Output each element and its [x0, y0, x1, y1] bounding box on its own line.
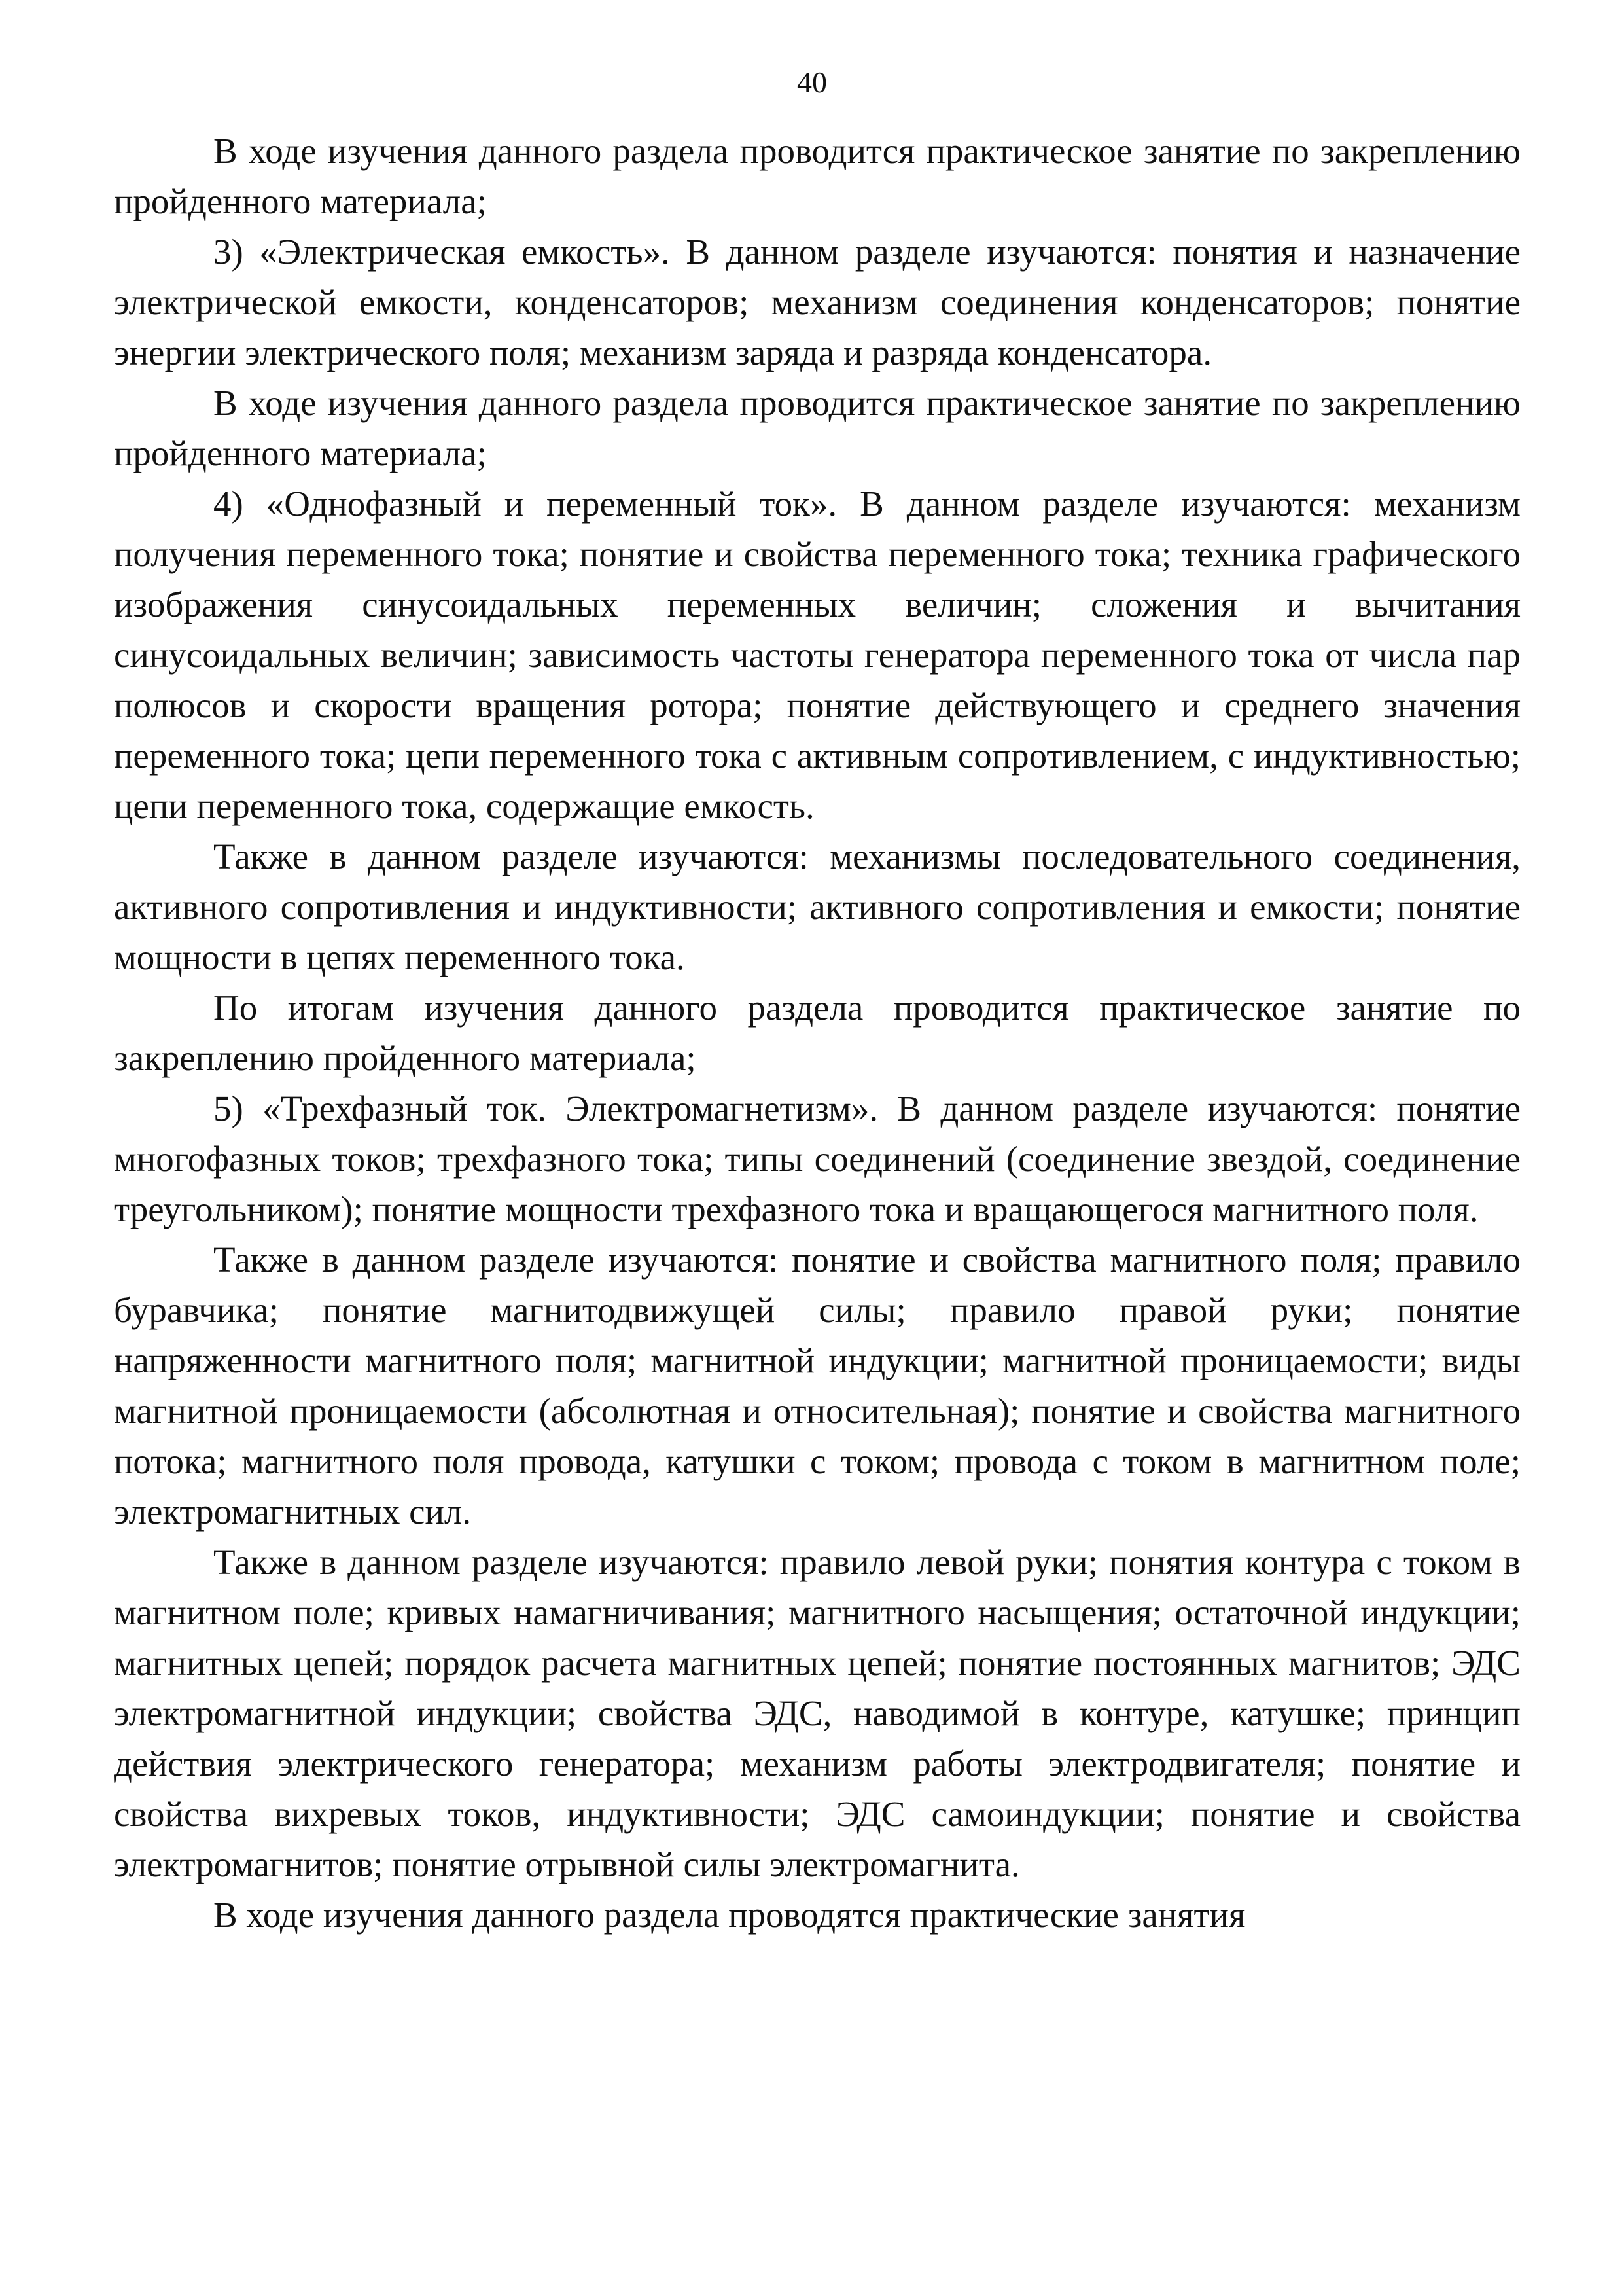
paragraph-9: Также в данном разделе изучаются: правило левой руки; понятия контура с током в магнитном поле; кривых намагничивания; магнитного насыщения; остаточной индукции; магнитных цепей; порядок расчета магнитных цепей; понятие постоянных магнитов; ЭДС электромагнитной индукции; свойства ЭДС, наводимой в контуре, катушке; принцип действия электрического генератора; механизм работы электродвигателя; понятие и свойства вихревых токов, индуктивности; ЭДС самоиндукции; понятие и свойства электромагнитов; понятие отрывной силы электромагнита.: [114, 1542, 1521, 1884]
paragraph-1: В ходе изучения данного раздела проводится практическое занятие по закреплению пройденного материала;: [114, 131, 1521, 221]
paragraph-3: В ходе изучения данного раздела проводится практическое занятие по закреплению пройденного материала;: [114, 383, 1521, 473]
paragraph-8: Также в данном разделе изучаются: понятие и свойства магнитного поля; правило буравчика; понятие магнитодвижущей силы; правило правой руки; понятие напряженности магнитного поля; магнитной индукции; магнитной проницаемости; виды магнитной проницаемости (абсолютная и относительная); понятие и свойства магнитного потока; магнитного поля провода, катушки с током; провода с током в магнитном поле; электромагнитных сил.: [114, 1240, 1521, 1532]
paragraph-4: 4) «Однофазный и переменный ток». В данном разделе изучаются: механизм получения переменного тока; понятие и свойства переменного тока; техника графического изображения синусоидальных переменных величин; сложения и вычитания синусоидальных величин; зависимость частоты генератора переменного тока от числа пар полюсов и скорости вращения ротора; понятие действующего и среднего значения переменного тока; цепи переменного тока с активным сопротивлением, с индуктивностью; цепи переменного тока, содержащие емкость.: [114, 484, 1521, 826]
page-number: 40: [797, 65, 827, 99]
paragraph-5: Также в данном разделе изучаются: механизмы последовательного соединения, активного сопротивления и индуктивности; активного сопротивления и емкости; понятие мощности в цепях переменного тока.: [114, 836, 1521, 977]
paragraph-10: В ходе изучения данного раздела проводятся практические занятия: [213, 1895, 1246, 1935]
paragraph-7: 5) «Трехфазный ток. Электромагнетизм». В данном разделе изучаются: понятие многофазных токов; трехфазного тока; типы соединений (соединение звездой, соединение треугольником); понятие мощности трехфазного тока и вращающегося магнитного поля.: [114, 1088, 1521, 1229]
paragraph-6: По итогам изучения данного раздела проводится практическое занятие по закреплению пройденного материала;: [114, 988, 1521, 1078]
body-text: [114, 126, 1521, 1940]
paragraph-2: 3) «Электрическая емкость». В данном разделе изучаются: понятия и назначение электрической емкости, конденсаторов; механизм соединения конденсаторов; понятие энергии электрического поля; механизм заряда и разряда конденсатора.: [114, 232, 1521, 372]
